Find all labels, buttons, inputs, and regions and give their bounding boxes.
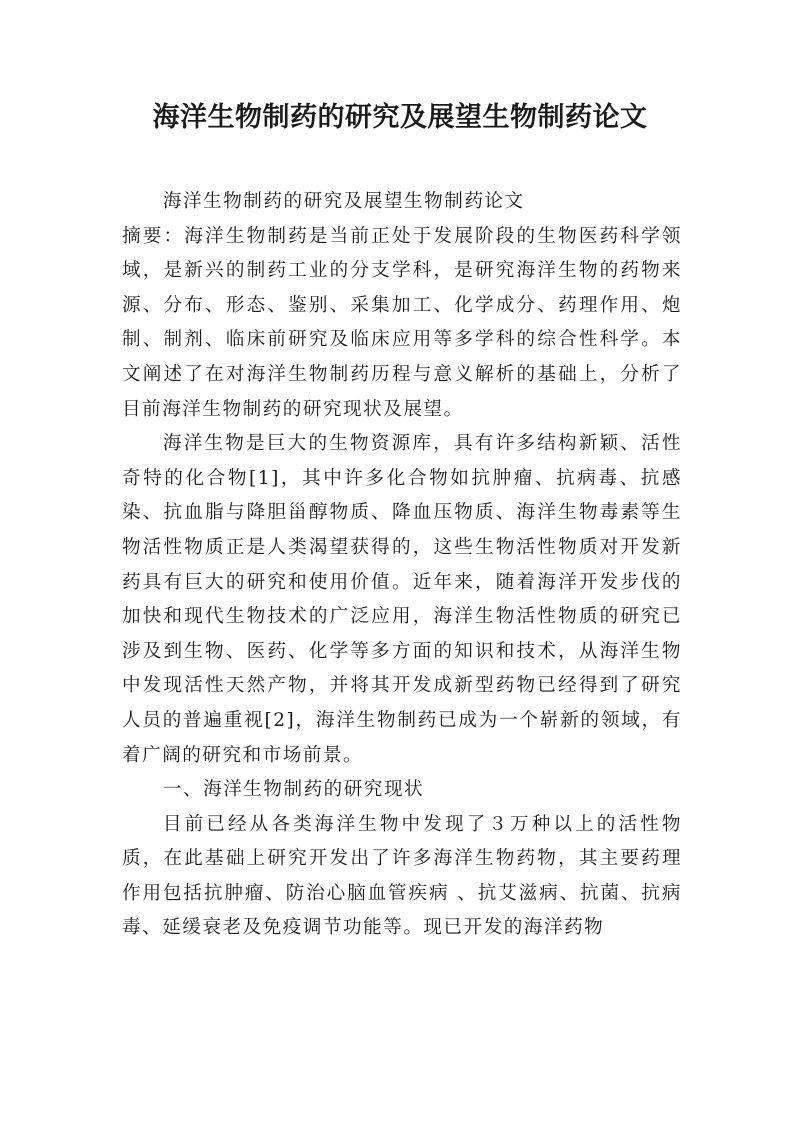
abstract-paragraph: 摘要：海洋生物制药是当前正处于发展阶段的生物医药科学领域，是新兴的制药工业的分支学科，是研究海洋生物的药物来源、分布、形态、鉴别、采集加工、化学成分、药理作用、炮制、制剂、临床前研究及临床应用等多学科的综合性科学。本文阐述了在对海洋生物制药历程与意义解析的基础上，分析了目前海洋生物制药的研究现状及展望。 xyxy=(122,225,682,420)
document-body xyxy=(122,185,682,946)
body-paragraph-2: 目前已经从各类海洋生物中发现了３万种以上的活性物质，在此基础上研究开发出了许多海洋生物药物，其主要药理作用包括抗肿瘤、防治心脑血管疾病 、抗艾滋病、抗菌、抗病毒、延缓衰老及免疫调节功能等。现已开发的海洋药物 xyxy=(122,813,682,939)
body-paragraph-1: 海洋生物是巨大的生物资源库，具有许多结构新颖、活性奇特的化合物[1]，其中许多化合物如抗肿瘤、抗病毒、抗感染、抗血脂与降胆甾醇物质、降血压物质、海洋生物毒素等生物活性物质正是人类渴望获得的，这些生物活性物质对开发新药具有巨大的研究和使用价值。近年来，随着海洋开发步伐的加快和现代生物技术的广泛应用，海洋生物活性物质的研究已涉及到生物、医药、化学等多方面的知识和技术，从海洋生物中发现活性天然产物，并将其开发成新型药物已经得到了研究人员的普遍重视[2]，海洋生物制药已成为一个崭新的领域，有着广阔的研究和市场前景。 xyxy=(122,433,682,766)
document-subtitle: 海洋生物制药的研究及展望生物制药论文 xyxy=(162,191,525,212)
section-heading: 一、海洋生物制药的研究现状 xyxy=(162,779,425,801)
document-title: 海洋生物制药的研究及展望生物制药论文 xyxy=(152,102,648,133)
